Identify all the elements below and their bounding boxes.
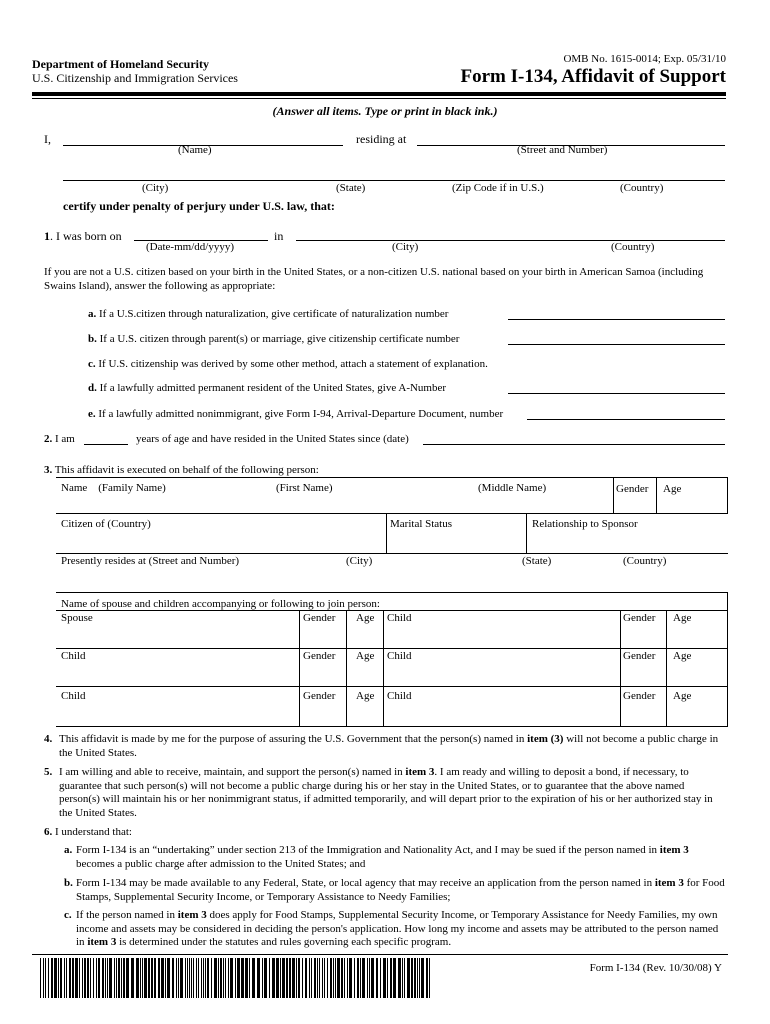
item6-label [44,826,132,838]
spouse-label: Spouse [61,612,93,624]
barcode-bar [419,958,420,998]
beneficiary-name-input[interactable] [61,497,609,511]
table-divider [727,477,728,513]
child3-gender-label: Gender [623,650,656,662]
item2-rest: years of age and have resided in the United States since (date) [136,433,409,445]
table-divider [299,610,300,726]
barcode-bar [349,958,352,998]
barcode-bar [107,958,108,998]
barcode-bar [354,958,355,998]
table-divider [526,513,527,553]
item1-text: . I was born on [50,229,122,243]
barcode-bar [390,958,392,998]
subitem-b-letter: b. [88,333,97,345]
item6c-letter: c. [64,909,72,921]
barcode-bar [207,958,209,998]
barcode-bar [180,958,183,998]
barcode-bar [387,958,388,998]
subitem-b [88,333,459,345]
barcode-bar [347,958,348,998]
barcode-bar [205,958,206,998]
item4-text-b: will not become a public charge in the United States. [59,733,719,759]
barcode-bar [257,958,260,998]
relationship-input[interactable] [532,535,722,549]
barcode-bar [51,958,53,998]
barcode-bar [344,958,345,998]
table-divider [656,477,657,513]
subitem-d-letter: d. [88,382,97,394]
subitem-c [88,358,488,370]
item4-bold: item (3) [527,733,564,745]
barcode-bar [193,958,194,998]
barcode-bar [264,958,267,998]
table-rule [56,592,728,593]
barcode-bar [426,958,428,998]
city-state-zip-country-input[interactable] [63,166,725,181]
name-caption: (Name) [178,144,212,156]
marital-status-input[interactable] [390,535,520,549]
birth-date-input[interactable] [134,226,268,241]
subitem-e-letter: e. [88,408,96,420]
barcode-bar [105,958,106,998]
barcode-bar [154,958,156,998]
subitem-e [88,408,503,420]
child-label-5: Child [387,690,412,702]
barcode-bar [322,958,323,998]
table-divider [620,610,621,726]
barcode-bar [123,958,125,998]
barcode-bar [333,958,334,998]
barcode-bar [218,958,219,998]
omb-number: OMB No. 1615-0014; Exp. 05/31/10 [563,53,726,65]
barcode-bar [140,958,141,998]
barcode-bar [144,958,147,998]
item6a-bold: item 3 [659,844,689,856]
barcode-bar [314,958,316,998]
barcode-bar [357,958,359,998]
subitem-c-letter: c. [88,358,96,370]
barcode-bar [84,958,86,998]
item6-text: I understand that: [52,826,132,838]
barcode-bar [335,958,336,998]
child4-age-label: Age [356,690,375,702]
name-label-text: Name [61,482,88,494]
barcode-bar [302,958,303,998]
barcode-bar [393,958,396,998]
residence-since-input[interactable] [423,430,725,445]
item5-bold: item 3 [405,766,435,778]
barcode-bar [178,958,179,998]
barcode-bar [269,958,270,998]
barcode-bar [330,958,332,998]
child2-gender-label: Gender [303,650,336,662]
item6-number: 6. [44,826,53,838]
item4-text [59,733,725,760]
barcode-bar [369,958,370,998]
item1-number: 1 [44,229,50,243]
item2-number: 2. [44,433,53,445]
barcode-bar [72,958,74,998]
child-label-3: Child [387,650,412,662]
item5-text-b: . I am ready and willing to deposit a bond, if necessary, to guarantee that such person(s) will not become a public charge during his or her stay in the United States, or to guarantee that the above named person(s) will maintain his or her nonimmigrant status, if admitted temporarily, and will depart prior to the expiration of his or her authorized stay in the United States. [59,766,713,819]
table-rule [56,477,728,478]
child1-age-label: Age [673,612,692,624]
barcode-bar [58,958,59,998]
barcode-bar [54,958,57,998]
table-rule [56,726,728,727]
barcode-bar [241,958,244,998]
barcode-bar [337,958,340,998]
barcode-bar [161,958,164,998]
header-rule-thin [32,98,726,99]
subitem-a-text: If a U.S.citizen through naturalization, give certificate of naturalization number [96,308,449,320]
barcode-bar [167,958,170,998]
child4-name-input[interactable] [61,706,295,720]
footer-rule [32,954,728,955]
child5-gender-label: Gender [623,690,656,702]
barcode-bar [158,958,160,998]
barcode-bar [309,958,310,998]
barcode-bar [237,958,240,998]
barcode-bar [109,958,112,998]
resides-country-caption: (Country) [623,555,667,567]
item3-label [44,464,319,476]
child2-age-label: Age [356,650,375,662]
barcode-bar [185,958,186,998]
birth-city-country-input[interactable] [296,226,725,241]
table-rule [56,610,728,611]
barcode-bar [191,958,192,998]
barcode-bar [102,958,104,998]
marital-status-label: Marital Status [390,518,453,530]
table-divider [386,513,387,553]
barcode-bar [118,958,120,998]
form-revision: Form I-134 (Rev. 10/30/08) Y [589,962,722,974]
barcode-bar [225,958,226,998]
middle-name-caption: (Middle Name) [478,482,547,494]
subitem-c-text: If U.S. citizenship was derived by some other method, attach a statement of explanation. [95,358,488,370]
barcode-bar [165,958,166,998]
item2-i-am: I am [52,433,75,445]
barcode-bar [376,958,378,998]
barcode-bar [272,958,275,998]
item6c-text-b: does apply for Food Stamps, Supplemental Security Income, or Temporary Assistance for Needy Families, my own income and assets may be considered in deciding the person's application. How long my income and assets may be attributed to the person named in [76,909,719,948]
table-divider [383,610,384,726]
barcode-bar [211,958,212,998]
barcode-bar [245,958,248,998]
barcode-bar [262,958,263,998]
subitem-a [88,308,448,320]
subitem-d [88,382,446,394]
item2-label [44,433,75,445]
barcode-bar [276,958,279,998]
barcode-bar [136,958,139,998]
barcode-bar [249,958,250,998]
barcode-bar [201,958,202,998]
barcode-bar [79,958,80,998]
item5-number: 5. [44,766,53,778]
item6b-text [76,877,726,904]
item6b-bold: item 3 [654,877,684,889]
child-label-4: Child [61,690,86,702]
header-rule-thick [32,92,726,96]
citizenship-certificate-input[interactable] [508,330,725,345]
barcode-bar [151,958,153,998]
barcode-bar [298,958,300,998]
item6a-letter: a. [64,844,73,856]
item6a-text-a: Form I-134 is an “undertaking” under section 213 of the Immigration and Nationality Act, and I may be sued if the person named in [76,844,660,856]
item1-note: If you are not a U.S. citizen based on your birth in the United States, or a non-citizen U.S. national based on your birth in American Samoa (including Swains Island), answer the following as appropriate: [44,266,704,292]
barcode-bar [341,958,343,998]
barcode-bar [93,958,94,998]
item3-text: This affidavit is executed on behalf of the following person: [52,464,319,476]
barcode-bar [383,958,386,998]
barcode-bar [189,958,190,998]
country-caption: (Country) [620,182,664,194]
barcode-bar [380,958,381,998]
subitem-d-text: If a lawfully admitted permanent resident of the United States, give A-Number [96,382,447,394]
barcode-bar [82,958,83,998]
state-caption: (State) [336,182,366,194]
subitem-b-text: If a U.S. citizen through parent(s) or marriage, give citizenship certificate number [96,333,460,345]
barcode-bar [228,958,229,998]
barcode-bar [429,958,430,998]
table-divider [346,610,347,726]
child3-name-input[interactable] [387,668,615,682]
item3-number: 3. [44,464,53,476]
spouse-age-label: Age [356,612,375,624]
child-label-1: Child [387,612,412,624]
street-caption: (Street and Number) [517,144,608,156]
item6b-letter: b. [64,877,73,889]
barcode-bar [148,958,150,998]
child5-name-input[interactable] [387,706,615,720]
item6a-text-b: becomes a public charge after admission to the United States; and [76,857,366,870]
first-name-caption: (First Name) [276,482,333,494]
barcode-bar [367,958,368,998]
child1-gender-label: Gender [623,612,656,624]
naturalization-number-input[interactable] [508,305,725,320]
table-divider [727,592,728,726]
barcode-bar [131,958,134,998]
table-divider [613,477,614,513]
date-caption: (Date-mm/dd/yyyy) [146,241,234,253]
barcode-bar [40,958,41,998]
barcode-bar [289,958,291,998]
resides-city-caption: (City) [346,555,373,567]
form-title: Form I-134, Affidavit of Support [460,66,726,87]
in-label: in [274,229,284,243]
item6c-text-a: If the person named in [76,909,178,921]
barcode-bar [402,958,403,998]
barcode-bar [292,958,295,998]
barcode-bar [296,958,297,998]
beneficiary-address-input[interactable] [61,572,721,586]
age-header: Age [663,483,682,495]
barcode-bar [198,958,199,998]
barcode-bar [66,958,67,998]
barcode-bar [116,958,117,998]
resides-state-caption: (State) [522,555,552,567]
item6c-bold-1: item 3 [177,909,207,921]
child5-age-label: Age [673,690,692,702]
barcode-bar [230,958,233,998]
gender-header: Gender [616,483,649,495]
barcode-bar [187,958,188,998]
barcode-bar [60,958,62,998]
item4-number: 4. [44,733,53,745]
barcode-bar [48,958,49,998]
item5-text-a: I am willing and able to receive, maintain, and support the person(s) named in [59,766,406,778]
child4-gender-label: Gender [303,690,336,702]
item6c-bold-2: item 3 [87,936,117,948]
birth-country-caption: (Country) [611,241,655,253]
item4-text-a: This affidavit is made by me for the purpose of assuring the U.S. Government that the person(s) named in [59,733,528,745]
barcode-bar [90,958,91,998]
spouse-children-label: Name of spouse and children accompanying or following to join person: [61,598,380,610]
presently-resides-label: Presently resides at (Street and Number) [61,555,240,567]
barcode-bar [421,958,424,998]
child-label-2: Child [61,650,86,662]
instruction-text: (Answer all items. Type or print in black ink.) [272,104,498,118]
child2-name-input[interactable] [61,668,295,682]
citizen-of-label: Citizen of (Country) [61,518,151,530]
barcode-bar [96,958,97,998]
barcode-bar [305,958,307,998]
item5-text [59,766,727,820]
family-name-caption: (Family Name) [98,482,166,494]
barcode-bar [280,958,281,998]
barcode-bar [87,958,89,998]
barcode-bar [319,958,320,998]
barcode-bar [362,958,365,998]
barcode-bar [398,958,401,998]
barcode-bar [203,958,204,998]
barcode-bar [317,958,318,998]
item6b-text-b: for Food Stamps, Supplemental Security Income, or Temporary Assistance to Needy Families; [76,877,725,903]
barcode-bar [404,958,405,998]
table-rule [56,686,728,687]
relationship-label: Relationship to Sponsor [532,518,638,530]
table-divider [666,610,667,726]
item6c-text [76,909,726,950]
table-rule [56,553,728,554]
residing-label: residing at [356,132,407,146]
barcode-bar [98,958,100,998]
barcode-bar [324,958,325,998]
i-label: I, [44,132,51,146]
a-number-input[interactable] [508,379,725,394]
city-caption: (City) [142,182,169,194]
barcode-bar [75,958,78,998]
barcode-bar [414,958,416,998]
item6b-text-a: Form I-134 may be made available to any Federal, State, or local agency that may receive an application from the person named in [76,877,655,889]
child1-name-input[interactable] [387,630,615,644]
barcode-bar [417,958,418,998]
barcode-bar [142,958,143,998]
name-label [61,482,166,494]
barcode-bar [411,958,413,998]
item6a-text [76,844,724,871]
barcode-bar [172,958,174,998]
certify-text: certify under penalty of perjury under U.S. law, that: [63,199,335,213]
barcode-bar [69,958,71,998]
barcode-bar [214,958,217,998]
spouse-gender-label: Gender [303,612,336,624]
age-input[interactable] [84,430,128,445]
item1-label [44,229,122,244]
table-rule [56,648,728,649]
barcode-bar [286,958,288,998]
spouse-name-input[interactable] [61,630,295,644]
barcode-bar [196,958,197,998]
barcode-bar [407,958,410,998]
birth-city-caption: (City) [392,241,419,253]
barcode-bar [45,958,46,998]
table-rule [56,513,728,514]
barcode-bar [311,958,312,998]
zip-caption: (Zip Code if in U.S.) [452,182,544,194]
child3-age-label: Age [673,650,692,662]
barcode-bar [282,958,285,998]
barcode-bar [114,958,115,998]
barcode-bar [64,958,65,998]
barcode-bar [252,958,255,998]
barcode-bar [126,958,129,998]
barcode-image [40,958,432,998]
item6c-text-c: is determined under the statutes and rules governing each specific program. [116,936,452,948]
barcode-bar [223,958,224,998]
department-name: Department of Homeland Security [32,57,209,71]
barcode-bar [220,958,222,998]
barcode-bar [235,958,236,998]
barcode-bar [43,958,44,998]
barcode-bar [121,958,122,998]
subitem-e-text: If a lawfully admitted nonimmigrant, give Form I-94, Arrival-Departure Document, number [95,408,504,420]
citizen-of-input[interactable] [61,535,381,549]
barcode-bar [360,958,361,998]
agency-name: U.S. Citizenship and Immigration Services [32,71,238,85]
barcode-bar [176,958,177,998]
subitem-a-letter: a. [88,308,97,320]
barcode-bar [327,958,328,998]
barcode-bar [371,958,374,998]
i94-number-input[interactable] [527,405,725,420]
